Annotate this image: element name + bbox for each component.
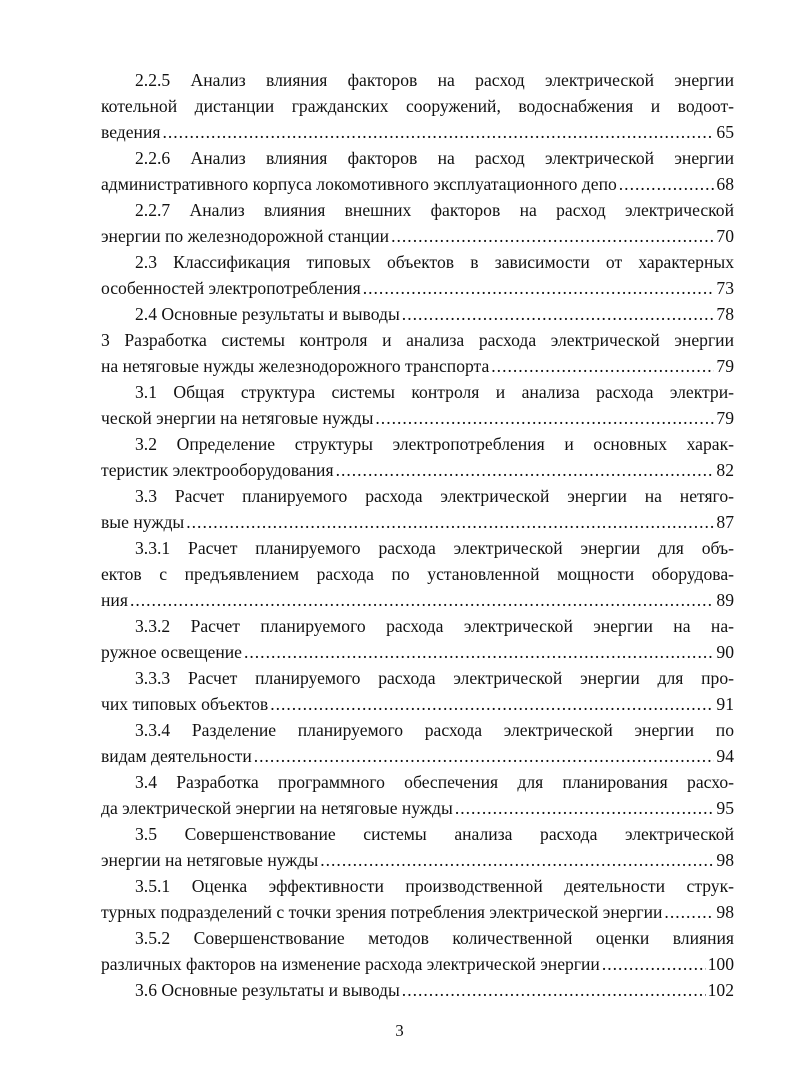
- toc-leader-dots: [162, 119, 714, 145]
- toc-leader-dots: [244, 639, 714, 665]
- toc-entry-last-line: [101, 691, 734, 717]
- toc-page-ref: 79: [716, 408, 734, 428]
- toc-entry-last-line: [101, 977, 734, 1003]
- toc-entry-last-line: [101, 899, 734, 925]
- toc-entry[interactable]: [101, 665, 734, 717]
- toc-entry[interactable]: [101, 769, 734, 821]
- toc-entry-title-end: различных факторов на изменение расхода электрической энергии: [101, 954, 600, 974]
- toc-entry-line: котельной дистанции гражданских сооружений, водоснабжения и водоот-: [101, 96, 734, 116]
- toc-entry[interactable]: [101, 613, 734, 665]
- toc-entry[interactable]: [101, 483, 734, 535]
- toc-page-ref: 98: [716, 902, 734, 922]
- toc-entry-line: 3.5.1 Оценка эффективности производственной деятельности струк-: [135, 876, 734, 896]
- page-number: 3: [395, 1021, 404, 1040]
- toc-entry[interactable]: [101, 249, 734, 301]
- toc-entry-title-end: ческой энергии на нетяговые нужды: [101, 408, 374, 428]
- toc-entry-title-end: ния: [101, 590, 128, 610]
- toc-entry-line: ектов с предъявлением расхода по установленной мощности оборудова-: [101, 564, 734, 584]
- toc-page-ref: 90: [716, 642, 734, 662]
- toc-entry-line: 3.3.2 Расчет планируемого расхода электрической энергии на на-: [135, 616, 734, 636]
- toc-leader-dots: [455, 795, 715, 821]
- toc-page-ref: 79: [716, 356, 734, 376]
- toc-entry[interactable]: [101, 327, 734, 379]
- toc-entry-last-line: [101, 171, 734, 197]
- toc-leader-dots: [254, 743, 715, 769]
- toc-entry-last-line: [101, 743, 734, 769]
- toc-page-ref: 78: [716, 304, 734, 324]
- toc-entry-last-line: [101, 223, 734, 249]
- toc-page-ref: 73: [716, 278, 734, 298]
- toc-entry-title-end: турных подразделений с точки зрения потребления электрической энергии: [101, 902, 663, 922]
- toc-entry-last-line: [101, 457, 734, 483]
- toc-entry-title-end: теристик электрооборудования: [101, 460, 334, 480]
- toc-page-ref: 102: [707, 980, 734, 1000]
- toc-entry-last-line: [101, 587, 734, 613]
- toc-entry-last-line: [101, 275, 734, 301]
- toc-entry-last-line: [101, 639, 734, 665]
- toc-entry[interactable]: [101, 717, 734, 769]
- toc-entry-line: 2.2.7 Анализ влияния внешних факторов на расход электрической: [135, 200, 734, 220]
- toc-leader-dots: [186, 509, 714, 535]
- toc-entry-title-end: энергии по железнодорожной станции: [101, 226, 390, 246]
- toc-entry-line: 3.3.4 Разделение планируемого расхода электрической энергии по: [135, 720, 734, 740]
- toc-leader-dots: [336, 457, 715, 483]
- toc-entry[interactable]: [101, 977, 734, 1003]
- toc-leader-dots: [402, 301, 715, 327]
- toc-entry-title-end: ведения: [101, 122, 161, 142]
- toc-leader-dots: [375, 405, 714, 431]
- toc-entry-title-end: видам деятельности: [101, 746, 252, 766]
- toc-page-ref: 70: [716, 226, 734, 246]
- toc-entry-title-end: да электрической энергии на нетяговые нужды: [101, 798, 453, 818]
- toc-leader-dots: [363, 275, 715, 301]
- toc-page-ref: 87: [716, 512, 734, 532]
- table-of-contents: [101, 67, 734, 1003]
- toc-page-ref: 98: [716, 850, 734, 870]
- toc-entry-title-end: на нетяговые нужды железнодорожного транспорта: [101, 356, 490, 376]
- toc-entry-line: 2.2.5 Анализ влияния факторов на расход электрической энергии: [135, 70, 734, 90]
- toc-entry-last-line: [101, 119, 734, 145]
- toc-entry-line: 3.5.2 Совершенствование методов количественной оценки влияния: [135, 928, 734, 948]
- toc-entry-last-line: [101, 509, 734, 535]
- toc-entry-last-line: [101, 951, 734, 977]
- toc-entry[interactable]: [101, 67, 734, 145]
- toc-leader-dots: [619, 171, 715, 197]
- toc-entry-last-line: [101, 847, 734, 873]
- toc-page-ref: 94: [716, 746, 734, 766]
- toc-leader-dots: [270, 691, 714, 717]
- toc-page-ref: 65: [716, 122, 734, 142]
- toc-entry-line: 2.3 Классификация типовых объектов в зависимости от характерных: [135, 252, 734, 272]
- toc-page-ref: 68: [716, 174, 734, 194]
- toc-entry[interactable]: [101, 145, 734, 197]
- toc-entry[interactable]: [101, 379, 734, 431]
- toc-entry[interactable]: [101, 197, 734, 249]
- toc-entry-line: 2.2.6 Анализ влияния факторов на расход электрической энергии: [135, 148, 734, 168]
- toc-page-ref: 91: [716, 694, 734, 714]
- toc-entry-title-end: административного корпуса локомотивного эксплуатационного депо: [101, 174, 617, 194]
- toc-entry-title-end: особенностей электропотребления: [101, 278, 361, 298]
- toc-page-ref: 82: [716, 460, 734, 480]
- toc-leader-dots: [402, 977, 706, 1003]
- toc-entry-title-end: чих типовых объектов: [101, 694, 269, 714]
- toc-entry[interactable]: [101, 925, 734, 977]
- toc-entry-last-line: [101, 405, 734, 431]
- toc-entry[interactable]: [101, 821, 734, 873]
- toc-leader-dots: [491, 353, 714, 379]
- toc-entry-title-end: 3.6 Основные результаты и выводы: [135, 980, 400, 1000]
- toc-entry-line: 3.3.1 Расчет планируемого расхода электрической энергии для объ-: [135, 538, 734, 558]
- toc-entry-title-end: 2.4 Основные результаты и выводы: [135, 304, 400, 324]
- toc-page-ref: 100: [707, 954, 734, 974]
- toc-entry-line: 3.1 Общая структура системы контроля и анализа расхода электри-: [135, 382, 734, 402]
- toc-entry[interactable]: [101, 301, 734, 327]
- toc-leader-dots: [130, 587, 714, 613]
- toc-entry-last-line: [101, 795, 734, 821]
- toc-entry-last-line: [101, 301, 734, 327]
- toc-entry[interactable]: [101, 535, 734, 613]
- toc-entry[interactable]: [101, 873, 734, 925]
- toc-entry-line: 3 Разработка системы контроля и анализа расхода электрической энергии: [101, 330, 734, 350]
- toc-entry-last-line: [101, 353, 734, 379]
- toc-leader-dots: [320, 847, 714, 873]
- toc-entry-line: 3.5 Совершенствование системы анализа расхода электрической: [135, 824, 734, 844]
- toc-entry-title-end: энергии на нетяговые нужды: [101, 850, 319, 870]
- toc-leader-dots: [602, 951, 706, 977]
- toc-entry-title-end: вые нужды: [101, 512, 185, 532]
- toc-entry-line: 3.3 Расчет планируемого расхода электрической энергии на нетяго-: [135, 486, 734, 506]
- toc-leader-dots: [391, 223, 714, 249]
- toc-entry-line: 3.4 Разработка программного обеспечения для планирования расхо-: [135, 772, 734, 792]
- toc-entry-line: 3.3.3 Расчет планируемого расхода электрической энергии для про-: [135, 668, 734, 688]
- toc-leader-dots: [664, 899, 714, 925]
- toc-entry-title-end: ружное освещение: [101, 642, 242, 662]
- toc-entry-line: 3.2 Определение структуры электропотребления и основных харак-: [135, 434, 734, 454]
- toc-entry[interactable]: [101, 431, 734, 483]
- toc-page-ref: 95: [716, 798, 734, 818]
- toc-page-ref: 89: [716, 590, 734, 610]
